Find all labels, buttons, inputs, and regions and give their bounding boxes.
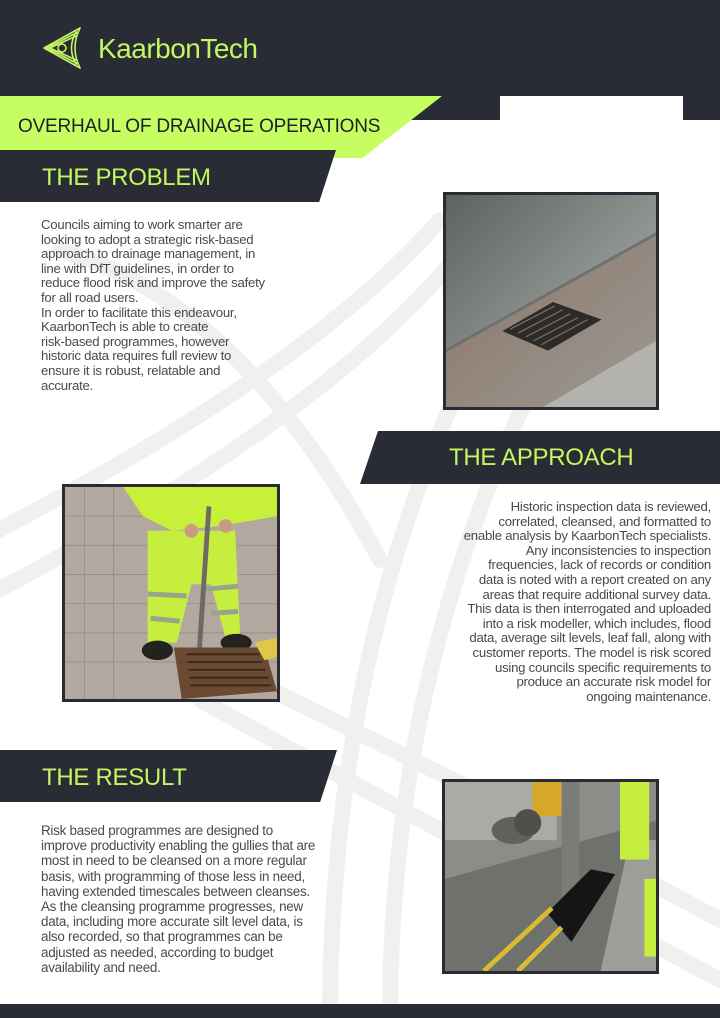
text-line: Councils aiming to work smarter are	[41, 217, 243, 232]
result-heading: THE RESULT	[42, 764, 187, 791]
text-line: As the cleansing programme progresses, new	[41, 899, 303, 915]
text-line: accurate.	[41, 377, 93, 393]
text-line: data, including more accurate silt level data, is	[41, 914, 303, 930]
footer-band	[0, 1004, 720, 1018]
text-line: This data is then interrogated and uploaded	[467, 601, 711, 617]
text-line: adjusted as needed, according to budget	[41, 944, 274, 960]
text-line: data is noted with a report created on any	[478, 571, 711, 587]
text-line: correlated, cleansed, and formatted to	[498, 513, 711, 529]
text-line: In order to facilitate this endeavour,	[41, 304, 237, 320]
worker-measuring-silt-photo	[62, 484, 280, 702]
text-line: approach to drainage management, in	[41, 246, 256, 262]
approach-text	[400, 500, 711, 704]
text-line: line with DfT guidelines, in order to	[41, 260, 234, 276]
text-line: Risk based programmes are designed to	[41, 823, 273, 838]
text-line: produce an accurate risk model for	[516, 674, 711, 690]
text-line: also recorded, so that programmes can be	[41, 929, 283, 945]
text-line: ongoing maintenance.	[586, 688, 711, 704]
problem-heading: THE PROBLEM	[42, 164, 211, 191]
text-line: for all road users.	[41, 289, 139, 305]
text-line: customer reports. The model is risk scored	[472, 644, 711, 660]
brand-logo	[40, 24, 258, 74]
result-text	[41, 823, 336, 975]
text-line: improve productivity enabling the gullies that are	[41, 838, 316, 854]
text-line: looking to adopt a strategic risk-based	[41, 231, 254, 247]
text-line: enable analysis by KaarbonTech specialists.	[463, 528, 711, 544]
brand-name: KaarbonTech	[98, 33, 258, 64]
text-line: Historic inspection data is reviewed,	[510, 499, 711, 514]
page-title: OVERHAUL OF DRAINAGE OPERATIONS	[18, 116, 381, 137]
text-line: Any inconsistencies to inspection	[525, 542, 711, 558]
text-line: into a risk modeller, which includes, flood	[482, 615, 711, 631]
text-line: using councils specific requirements to	[494, 659, 711, 675]
text-line: historic data requires full review to	[41, 348, 232, 364]
text-line: KaarbonTech is able to create	[41, 319, 209, 335]
approach-heading: THE APPROACH	[449, 444, 634, 471]
problem-text	[41, 218, 331, 393]
text-line: availability and need.	[41, 959, 161, 975]
text-line: basis, with programming of those less in need,	[41, 868, 305, 884]
text-line: reduce flood risk and improve the safety	[41, 275, 265, 291]
gully-tanker-cleansing-photo	[442, 779, 659, 974]
text-line: risk-based programmes, however	[41, 333, 230, 349]
text-line: data, average silt levels, leaf fall, along with	[469, 630, 711, 646]
gully-in-rain-photo	[443, 192, 659, 410]
text-line: most in need to be cleansed on a more regular	[41, 853, 307, 869]
text-line: frequencies, lack of records or condition	[488, 557, 711, 573]
text-line: areas that require additional survey data.	[482, 586, 711, 602]
header-notch	[500, 96, 683, 124]
kaarbontech-logo-icon	[40, 24, 90, 74]
text-line: having extended timescales between cleanses.	[41, 883, 310, 899]
text-line: ensure it is robust, relatable and	[41, 362, 221, 378]
